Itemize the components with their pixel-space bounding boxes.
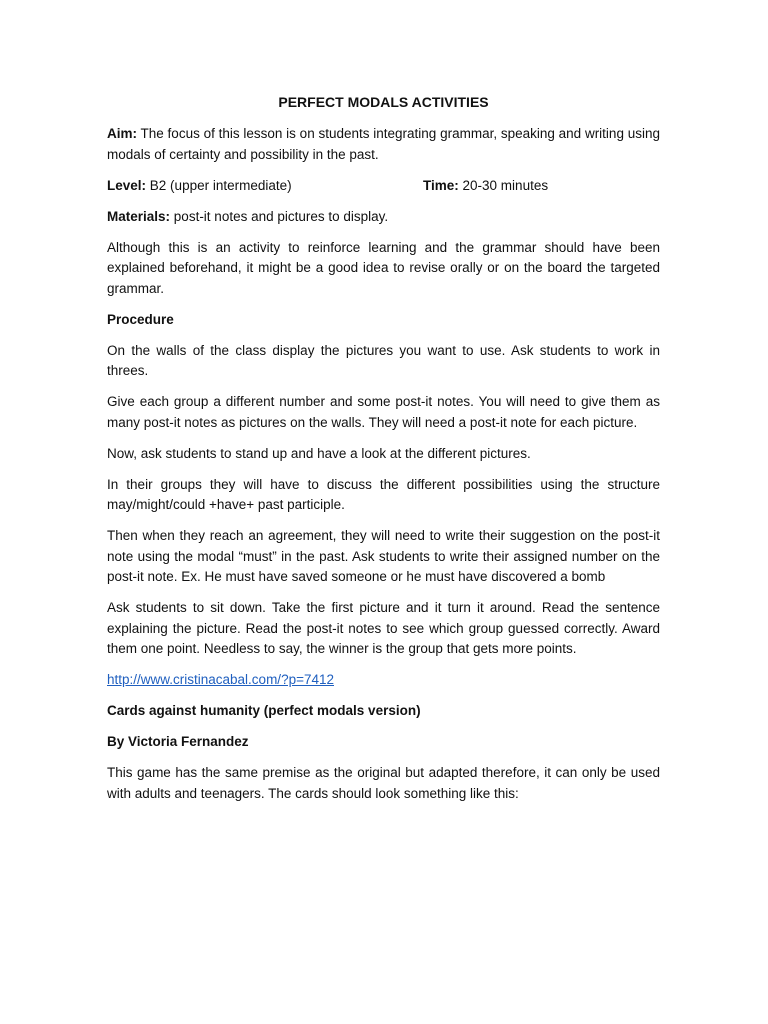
procedure-paragraph: In their groups they will have to discuss the different possibilities using the structure may/might/could +have+ past participle. <box>107 476 660 512</box>
procedure-paragraph: On the walls of the class display the pictures you want to use. Ask students to work in threes. <box>107 342 660 378</box>
aim-paragraph <box>107 124 660 165</box>
materials-text: post-it notes and pictures to display. <box>173 208 389 224</box>
section2-paragraph: This game has the same premise as the original but adapted therefore, it can only be used with adults and teenagers. The cards should look something like this: <box>107 765 660 801</box>
level-field <box>107 176 423 197</box>
procedure-paragraph: Then when they reach an agreement, they will need to write their suggestion on the post-it note using the modal “must” in the past. Ask students to write their assigned number on the post-it note. Ex. He must have saved someone or he must have discovered a bomb <box>107 528 660 584</box>
time-text: 20-30 minutes <box>462 177 549 193</box>
intro-paragraph: Although this is an activity to reinforce learning and the grammar should have been explained beforehand, it might be a good idea to revise orally or on the board the targeted grammar. <box>107 239 660 296</box>
aim-text: The focus of this lesson is on students integrating grammar, speaking and writing using modals of certainty and possibility in the past. <box>107 126 660 162</box>
source-link[interactable]: http://www.cristinacabal.com/?p=7412 <box>107 672 334 687</box>
section2-heading: Cards against humanity (perfect modals version) <box>107 703 421 718</box>
materials-label: Materials: <box>107 208 171 224</box>
document-page <box>107 92 660 815</box>
procedure-heading: Procedure <box>107 311 174 327</box>
level-time-row <box>107 176 660 197</box>
procedure-paragraph: Now, ask students to stand up and have a look at the different pictures. <box>107 445 531 461</box>
time-label: Time: <box>423 177 459 193</box>
procedure-paragraph: Ask students to sit down. Take the first picture and it turn it around. Read the sentence explaining the picture. Read the post-it notes to see which group guessed correctly. Award them one point. Needless to say, the winner is the group that gets more points. <box>107 600 660 656</box>
procedure-paragraph: Give each group a different number and some post-it notes. You will need to give them as many post-it notes as pictures on the walls. They will need a post-it note for each picture. <box>107 394 660 430</box>
materials-paragraph <box>107 207 660 228</box>
aim-label: Aim: <box>107 126 137 141</box>
level-label: Level: <box>107 177 147 193</box>
level-text: B2 (upper intermediate) <box>149 177 292 193</box>
source-link-paragraph <box>107 670 660 691</box>
document-title: PERFECT MODALS ACTIVITIES <box>278 94 489 110</box>
time-field <box>423 176 660 197</box>
section2-author: By Victoria Fernandez <box>107 734 249 749</box>
